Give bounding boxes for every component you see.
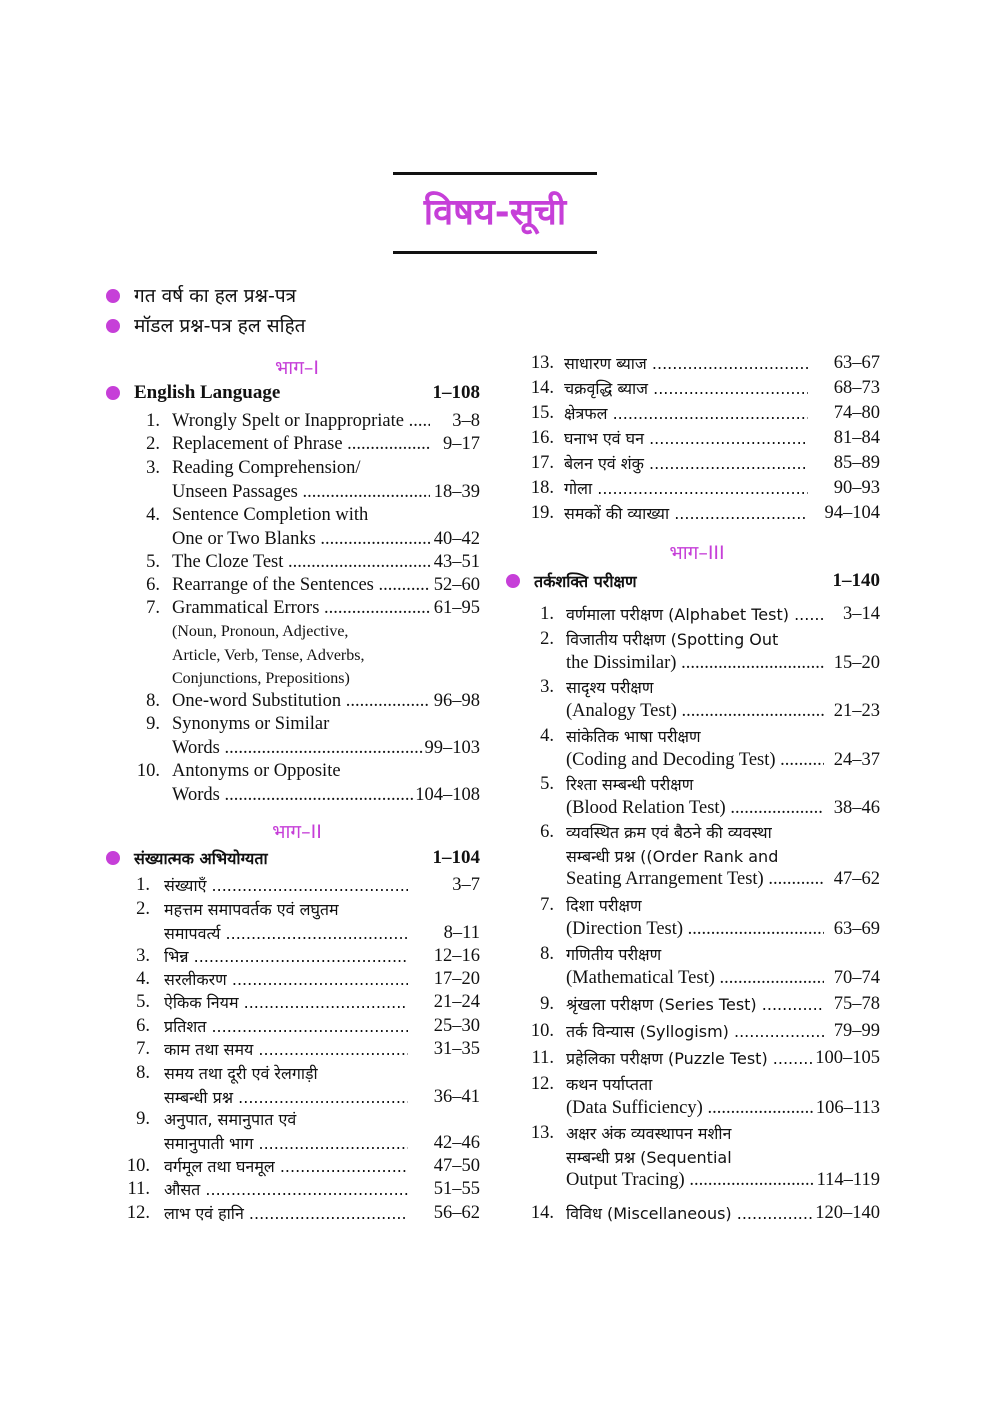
part-heading: भाग–II: [272, 821, 322, 843]
item-label: समापवर्त्य .....: [164, 922, 408, 946]
toc-item: [122, 1062, 480, 1111]
item-number: 8.: [136, 1063, 150, 1083]
item-pages: 3–8: [450, 410, 480, 434]
item-pages: 81–84: [832, 427, 880, 451]
item-number: 8.: [146, 691, 160, 711]
item-pages: 31–35: [432, 1038, 480, 1062]
item-number: 10.: [530, 1021, 554, 1041]
bullet-icon: [506, 574, 520, 588]
item-number: 11.: [531, 1048, 554, 1068]
title-block: [393, 172, 597, 254]
item-number: 3.: [146, 458, 160, 478]
toc-item: [134, 457, 480, 506]
grammar-note-line: (Noun, Pronoun, Adjective,: [172, 623, 349, 640]
item-label: सरलीकरण .....: [164, 968, 408, 992]
item-label: श्रृंखला परीक्षण (Series Test) .....: [566, 993, 824, 1017]
toc-item: [122, 1015, 480, 1041]
toc-item: [522, 603, 880, 629]
item-label: चक्रवृद्धि ब्याज .....: [564, 377, 808, 401]
item-number: 3.: [136, 946, 150, 966]
grammar-note-line: Article, Verb, Tense, Adverbs,: [172, 646, 365, 664]
toc-item: [522, 676, 880, 725]
item-label: विजातीय परीक्षण (Spotting Out: [566, 630, 779, 649]
item-number: 6.: [136, 1016, 150, 1036]
toc-item: [522, 1122, 880, 1195]
item-label: भिन्न .....: [164, 945, 408, 969]
toc-item: [134, 504, 480, 553]
item-label: संख्याएँ .....: [164, 874, 408, 898]
item-label: (Data Sufficiency) .....: [566, 1097, 824, 1121]
section-heading: [106, 382, 480, 404]
item-label: The Cloze Test .....: [172, 551, 430, 575]
item-number: 2.: [146, 434, 160, 454]
item-pages: 120–140: [813, 1202, 880, 1226]
item-number: 10.: [136, 761, 160, 781]
item-label: Reading Comprehension/: [172, 458, 361, 478]
item-number: 2.: [136, 899, 150, 919]
item-number: 9.: [146, 714, 160, 734]
item-pages: 63–69: [832, 918, 880, 942]
item-label: प्रतिशत .....: [164, 1015, 408, 1039]
toc-item: [122, 1108, 480, 1157]
item-pages: 68–73: [832, 377, 880, 401]
item-number: 9.: [540, 994, 554, 1014]
toc-item: [122, 945, 480, 971]
item-number: 11.: [127, 1179, 150, 1199]
item-number: 13.: [530, 353, 554, 373]
item-pages: 25–30: [432, 1015, 480, 1039]
item-label: Output Tracing) .....: [566, 1169, 824, 1193]
item-pages: 51–55: [432, 1178, 480, 1202]
section-heading: [106, 847, 480, 869]
intro-label: मॉडल प्रश्न-पत्र हल सहित: [134, 315, 306, 337]
item-pages: 61–95: [432, 597, 480, 621]
toc-item: [522, 1073, 880, 1122]
item-number: 5.: [136, 992, 150, 1012]
intro-label: गत वर्ष का हल प्रश्न-पत्र: [134, 285, 297, 307]
grammar-note-line: Conjunctions, Prepositions): [172, 670, 350, 687]
item-label: काम तथा समय .....: [164, 1038, 408, 1062]
toc-item: [134, 690, 480, 716]
item-pages: 43–51: [432, 551, 480, 575]
item-label: Wrongly Spelt or Inappropriate .....: [172, 410, 430, 434]
toc-item: [522, 628, 880, 677]
item-label: ऐकिक नियम .....: [164, 991, 408, 1015]
item-number: 16.: [530, 428, 554, 448]
item-pages: 21–23: [832, 700, 880, 724]
item-number: 14.: [530, 378, 554, 398]
item-pages: 21–24: [432, 991, 480, 1015]
item-label: One or Two Blanks .....: [172, 528, 430, 552]
item-label: वर्गमूल तथा घनमूल .....: [164, 1155, 408, 1179]
item-label: Replacement of Phrase .....: [172, 433, 430, 457]
item-number: 5.: [540, 774, 554, 794]
bullet-icon: [106, 319, 120, 333]
item-number: 12.: [126, 1203, 150, 1223]
item-label: (Blood Relation Test) .....: [566, 797, 824, 821]
item-pages: 18–39: [432, 481, 480, 505]
item-label: विविध (Miscellaneous) .....: [566, 1202, 824, 1226]
toc-item: [134, 551, 480, 577]
item-label: (Mathematical Test) .....: [566, 967, 824, 991]
section-pages: 1–108: [432, 382, 480, 403]
item-label: औसत .....: [164, 1178, 408, 1202]
section-pages: 1–104: [432, 847, 480, 868]
item-pages: 47–62: [832, 868, 880, 892]
item-pages: 15–20: [832, 652, 880, 676]
item-label: वर्णमाला परीक्षण (Alphabet Test) .....: [566, 603, 824, 627]
item-number: 3.: [540, 677, 554, 697]
item-label: (Analogy Test) .....: [566, 700, 824, 724]
item-label: प्रहेलिका परीक्षण (Puzzle Test) .....: [566, 1047, 824, 1071]
item-label: लाभ एवं हानि .....: [164, 1202, 408, 1226]
item-pages: 85–89: [832, 452, 880, 476]
section-title: संख्यात्मक अभियोग्यता: [134, 849, 268, 868]
section-pages: 1–140: [832, 570, 880, 591]
title-rule-bottom: [393, 251, 597, 254]
item-pages: 74–80: [832, 402, 880, 426]
item-label: बेलन एवं शंकु .....: [564, 452, 808, 476]
item-pages: 47–50: [432, 1155, 480, 1179]
item-number: 17.: [530, 453, 554, 473]
item-label: Words .....: [172, 784, 430, 808]
item-label: साधारण ब्याज .....: [564, 352, 808, 376]
item-label: Words .....: [172, 737, 430, 761]
item-label: सम्बन्धी प्रश्न .....: [164, 1086, 408, 1110]
item-pages: 96–98: [432, 690, 480, 714]
item-label: Grammatical Errors .....: [172, 597, 430, 621]
item-label: गणितीय परीक्षण: [566, 945, 662, 964]
item-number: 8.: [540, 944, 554, 964]
section-heading: [506, 570, 880, 592]
item-number: 5.: [146, 552, 160, 572]
toc-item: [134, 433, 480, 459]
item-label: One-word Substitution .....: [172, 690, 430, 714]
item-pages: 79–99: [832, 1020, 880, 1044]
bullet-icon: [106, 289, 120, 303]
item-pages: 70–74: [832, 967, 880, 991]
item-number: 18.: [530, 478, 554, 498]
toc-item: [134, 597, 480, 623]
toc-item: [522, 773, 880, 822]
item-number: 6.: [540, 822, 554, 842]
item-number: 15.: [530, 403, 554, 423]
item-label: सांकेतिक भाषा परीक्षण: [566, 727, 701, 746]
item-pages: 8–11: [442, 922, 480, 946]
item-pages: 90–93: [832, 477, 880, 501]
item-label: समय तथा दूरी एवं रेलगाड़ी: [164, 1064, 318, 1083]
item-label: Seating Arrangement Test) .....: [566, 868, 824, 892]
item-label: रिश्ता सम्बन्धी परीक्षण: [566, 775, 694, 794]
item-number: 7.: [136, 1039, 150, 1059]
toc-item: [122, 1155, 480, 1181]
toc-item: [134, 713, 480, 762]
item-pages: 38–46: [832, 797, 880, 821]
toc-item: [522, 502, 880, 528]
toc-item: [522, 377, 880, 403]
item-label: Rearrange of the Sentences .....: [172, 574, 430, 598]
toc-item: [122, 1202, 480, 1228]
item-number: 4.: [540, 726, 554, 746]
section-title: तर्कशक्ति परीक्षण: [534, 572, 637, 591]
item-label: अनुपात, समानुपात एवं: [164, 1110, 297, 1129]
item-label: तर्क विन्यास (Syllogism) .....: [566, 1020, 824, 1044]
toc-item: [134, 760, 480, 809]
intro-item: [106, 282, 296, 308]
toc-item: [122, 1178, 480, 1204]
toc-item: [522, 477, 880, 503]
item-number: 1.: [136, 875, 150, 895]
item-pages: 42–46: [432, 1132, 480, 1156]
item-number: 19.: [530, 503, 554, 523]
item-pages: 17–20: [432, 968, 480, 992]
item-label: सादृश्य परीक्षण: [566, 678, 654, 697]
item-label: Unseen Passages .....: [172, 481, 430, 505]
item-number: 10.: [126, 1156, 150, 1176]
item-label: घनाभ एवं घन .....: [564, 427, 808, 451]
toc-item: [522, 427, 880, 453]
item-label: कथन पर्याप्तता: [566, 1075, 653, 1094]
toc-item: [122, 991, 480, 1017]
toc-item: [134, 574, 480, 600]
item-label: अक्षर अंक व्यवस्थापन मशीन: [566, 1124, 732, 1143]
bullet-icon: [106, 851, 120, 865]
item-label: क्षेत्रफल .....: [564, 402, 808, 426]
toc-item: [522, 725, 880, 774]
toc-item: [522, 452, 880, 478]
intro-item: [106, 312, 305, 338]
toc-item: [522, 993, 880, 1019]
toc-item: [522, 821, 880, 894]
item-label: Antonyms or Opposite: [172, 761, 341, 781]
item-number: 6.: [146, 575, 160, 595]
item-label: समानुपाती भाग .....: [164, 1132, 408, 1156]
item-number: 1.: [146, 411, 160, 431]
item-pages: 94–104: [823, 502, 881, 526]
toc-item: [122, 874, 480, 900]
item-label: (Direction Test) .....: [566, 918, 824, 942]
item-number: 4.: [146, 505, 160, 525]
toc-item: [522, 894, 880, 943]
part-heading: भाग–I: [274, 357, 320, 379]
toc-item: [122, 968, 480, 994]
toc-item: [522, 402, 880, 428]
item-number: 14.: [530, 1203, 554, 1223]
item-number: 13.: [530, 1123, 554, 1143]
item-pages: 100–105: [813, 1047, 880, 1071]
item-pages: 75–78: [832, 993, 880, 1017]
item-pages: 52–60: [432, 574, 480, 598]
item-pages: 106–113: [814, 1097, 880, 1121]
item-pages: 114–119: [815, 1169, 880, 1193]
section-title: English Language: [134, 382, 281, 403]
item-pages: 24–37: [832, 749, 880, 773]
item-number: 12.: [530, 1074, 554, 1094]
item-pages: 99–103: [423, 737, 481, 761]
item-label: (Coding and Decoding Test) .....: [566, 749, 824, 773]
toc-item: [134, 410, 480, 436]
item-number: 7.: [540, 895, 554, 915]
item-label: सम्बन्धी प्रश्न ((Order Rank and: [566, 846, 779, 866]
toc-item: [122, 898, 480, 947]
item-pages: 56–62: [432, 1202, 480, 1226]
item-pages: 9–17: [441, 433, 480, 457]
item-label: सम्बन्धी प्रश्न (Sequential: [566, 1147, 732, 1167]
item-pages: 63–67: [832, 352, 880, 376]
toc-item: [522, 1047, 880, 1073]
item-number: 4.: [136, 969, 150, 989]
part-heading: भाग–III: [669, 542, 725, 564]
item-label: व्यवस्थित क्रम एवं बैठने की व्यवस्था: [566, 823, 772, 842]
item-number: 7.: [146, 598, 160, 618]
item-pages: 3–14: [841, 603, 880, 627]
item-label: गोला .....: [564, 477, 808, 501]
item-label: समकों की व्याख्या .....: [564, 502, 808, 526]
toc-item: [522, 1020, 880, 1046]
item-label: Sentence Completion with: [172, 505, 369, 525]
item-label: महत्तम समापवर्तक एवं लघुतम: [164, 900, 339, 919]
item-pages: 3–7: [450, 874, 480, 898]
toc-item: [522, 352, 880, 378]
toc-item: [522, 943, 880, 992]
item-number: 1.: [540, 604, 554, 624]
toc-item: [122, 1038, 480, 1064]
page-title: विषय-सूची: [423, 192, 567, 233]
item-number: 9.: [136, 1109, 150, 1129]
item-number: 2.: [540, 629, 554, 649]
item-label: दिशा परीक्षण: [566, 896, 642, 915]
item-label: Synonyms or Similar: [172, 714, 330, 734]
item-label: the Dissimilar) .....: [566, 652, 824, 676]
item-pages: 40–42: [432, 528, 480, 552]
item-pages: 36–41: [432, 1086, 480, 1110]
bullet-icon: [106, 386, 120, 400]
item-pages: 12–16: [432, 945, 480, 969]
item-pages: 104–108: [413, 784, 480, 808]
toc-item: [522, 1202, 880, 1228]
